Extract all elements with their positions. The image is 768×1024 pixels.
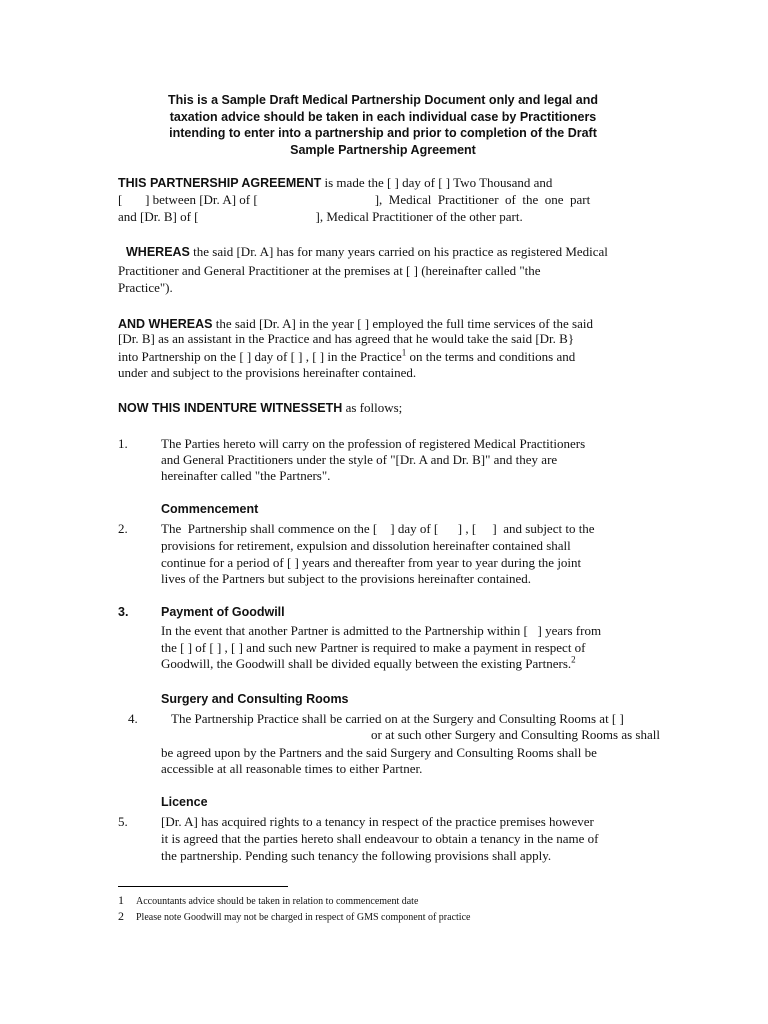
clause-1-number: 1. <box>118 436 128 451</box>
whereas-line: Practice"). <box>118 280 173 295</box>
clause-5-heading: Licence <box>161 795 208 809</box>
footnote-text: Please note Goodwill may not be charged in respect of GMS component of practice <box>136 912 471 923</box>
clause-3-number: 3. <box>118 605 129 619</box>
clause-2-line: The Partnership shall commence on the [ ] day of [ ] , [ ] and subject to the <box>161 521 595 536</box>
clause-4-heading: Surgery and Consulting Rooms <box>161 692 349 706</box>
clause-4-line: be agreed upon by the Partners and the said Surgery and Consulting Rooms shall be <box>161 745 597 760</box>
clause-3-line: the [ ] of [ ] , [ ] and such new Partner is required to make a payment in respect of <box>161 640 586 655</box>
footnote-text: Accountants advice should be taken in relation to commencement date <box>136 896 419 907</box>
clause-5-number: 5. <box>118 814 128 829</box>
footnote-ref-2: 2 <box>571 654 576 665</box>
and-whereas-line: [Dr. B] as an assistant in the Practice and has agreed that he would take the said [Dr. B} <box>118 331 575 346</box>
and-whereas-line: AND WHEREAS the said [Dr. A] in the year [ ] employed the full time services of the said <box>118 316 593 331</box>
clause-4-line: or at such other Surgery and Consulting Rooms as shall <box>371 727 660 742</box>
footnote-1 <box>118 893 418 908</box>
witnesseth-lead: NOW THIS INDENTURE WITNESSETH <box>118 401 343 415</box>
witnesseth-line: NOW THIS INDENTURE WITNESSETH as follows; <box>118 400 403 415</box>
document-title <box>118 92 648 158</box>
and-whereas-line: under and subject to the provisions hereinafter contained. <box>118 365 417 380</box>
footnote-separator <box>118 886 288 887</box>
clause-4-line: accessible at all reasonable times to either Partner. <box>161 761 423 776</box>
whereas-line: Practitioner and General Practitioner at the premises at [ ] (hereinafter called "the <box>118 263 541 278</box>
clause-2-line: lives of the Partners but subject to the provisions hereinafter contained. <box>161 571 532 586</box>
clause-1-line: The Parties hereto will carry on the profession of registered Medical Practitioners <box>161 436 586 451</box>
clause-1-line: hereinafter called "the Partners". <box>161 468 331 483</box>
clause-2-line: continue for a period of [ ] years and thereafter from year to year during the joint <box>161 555 582 570</box>
clause-4-number: 4. <box>128 711 138 726</box>
clause-5-line: it is agreed that the parties hereto shall endeavour to obtain a tenancy in the name of <box>161 831 599 846</box>
and-whereas-line: into Partnership on the [ ] day of [ ] , [ ] in the Practice$^1$ on the terms and conditions and <box>118 347 576 364</box>
clause-1-line: and General Practitioners under the style of "[Dr. A and Dr. B]" and they are <box>161 452 558 467</box>
clause-3-line: Goodwill, the Goodwill shall be divided equally between the existing Partners.$^2$ <box>161 654 576 671</box>
clause-2-number: 2. <box>118 521 128 536</box>
intro-line: and [Dr. B] of [ ], Medical Practitioner of the other part. <box>118 209 523 224</box>
intro-lead: THIS PARTNERSHIP AGREEMENT <box>118 176 322 190</box>
footnote-number: 2 <box>118 909 124 923</box>
clause-3-heading: Payment of Goodwill <box>161 605 285 619</box>
clause-3-line: In the event that another Partner is admitted to the Partnership within [ ] years from <box>161 623 602 638</box>
whereas-lead: WHEREAS <box>126 245 190 259</box>
whereas-line: WHEREAS the said [Dr. A] has for many years carried on his practice as registered Medical <box>126 244 608 259</box>
title-line: Sample Partnership Agreement <box>290 142 476 157</box>
clause-5-line: the partnership. Pending such tenancy the following provisions shall apply. <box>161 848 552 863</box>
footnote-ref-1: 1 <box>401 347 407 358</box>
intro-line: THIS PARTNERSHIP AGREEMENT is made the [ ] day of [ ] Two Thousand and <box>118 175 553 190</box>
clause-2-line: provisions for retirement, expulsion and dissolution hereinafter contained shall <box>161 538 571 553</box>
intro-line: [ ] between [Dr. A] of [ ], Medical Practitioner of the one part <box>118 192 591 207</box>
clause-2-heading: Commencement <box>161 502 259 516</box>
title-line: taxation advice should be taken in each individual case by Practitioners <box>169 109 597 124</box>
footnote-2 <box>118 909 470 924</box>
clause-5-line: [Dr. A] has acquired rights to a tenancy in respect of the practice premises however <box>161 814 594 829</box>
and-whereas-lead: AND WHEREAS <box>118 317 213 331</box>
footnote-number: 1 <box>118 893 124 907</box>
clause-4-line: The Partnership Practice shall be carried on at the Surgery and Consulting Rooms at [ ] <box>171 711 624 726</box>
title-line: intending to enter into a partnership and prior to completion of the Draft <box>169 126 597 140</box>
title-line: This is a Sample Draft Medical Partnership Document only and legal and <box>168 93 598 107</box>
